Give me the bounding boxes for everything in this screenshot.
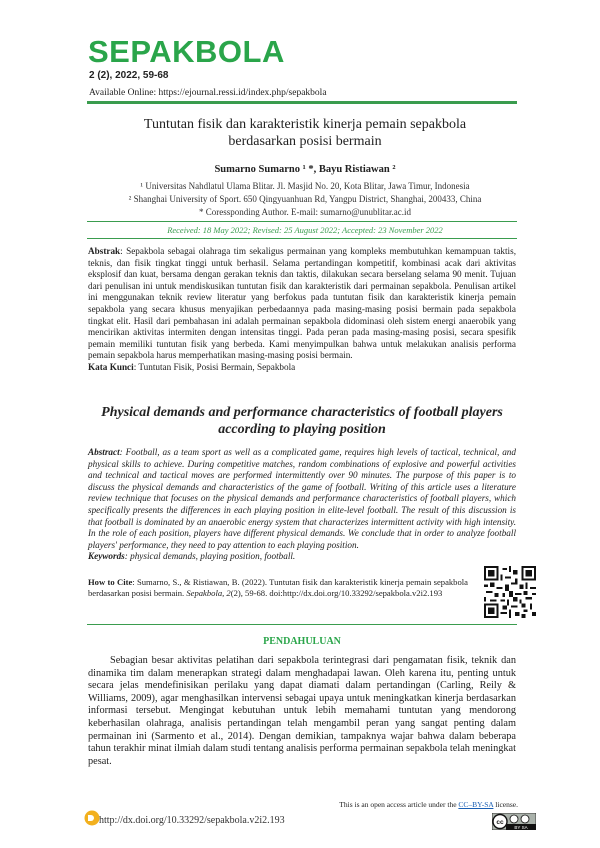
english-abstract: [88, 447, 516, 563]
journal-issue: 2 (2), 2022, 59-68: [89, 70, 169, 81]
corresponding-author: * Coressponding Author. E-mail: sumarno@unublitar.ac.id: [198, 207, 411, 217]
english-title-line-1: Physical demands and performance characteristics of football players: [101, 405, 503, 420]
title-line-2: berdasarkan posisi bermain: [228, 134, 382, 149]
cite-text: : Sumarno, S., & Ristiawan, B. (2022). Tuntutan fisik dan karakteristik kinerja pemain sepakbola berdasarkan posisi bermain.: [88, 577, 468, 598]
title-line-1: Tuntutan fisik dan karakteristik kinerja pemain sepakbola: [143, 117, 467, 132]
affiliation-1: ¹ Universitas Nahdlatul Ulama Blitar. Jl. Masjid No. 20, Kota Blitar, Jawa Timur, Indonesia: [140, 181, 470, 191]
affiliation-2: ² Shanghai University of Sport. 650 Qingyuanhuan Rd, Yangpu District, Shanghai, 200433, China: [128, 194, 482, 204]
doi-icon: [84, 810, 100, 826]
divider: [87, 238, 517, 239]
received-dates: Received: 18 May 2022; Revised: 25 August 2022; Accepted: 23 November 2022: [167, 225, 443, 235]
how-to-cite: [88, 577, 468, 599]
header-rule: [87, 101, 517, 104]
divider: [87, 624, 517, 625]
abstrak: [88, 246, 516, 374]
open-access-notice: [330, 800, 518, 809]
journal-logo: SEPAKBOLA: [88, 34, 285, 69]
kata-kunci-text: : Tuntutan Fisik, Posisi Bermain, Sepakbola: [133, 361, 296, 372]
license-link[interactable]: CC–BY-SA: [458, 800, 494, 809]
section-heading: PENDAHULUAN: [263, 636, 341, 647]
english-title: [88, 404, 516, 438]
intro-paragraph: Sebagian besar aktivitas pelatihan dari sepakbola terintegrasi dari pengamatan fisik, teknik dan dinamika tim dalam menerapkan strategi dalam menghadapai lawan. Oleh karena itu, penting untuk secara jelas mendefinisikan perilaku yang dapat diamati dalam pertandingan (Carling, Reily & Williams, 2009), agar menghasilkan intervensi sebagai upaya untuk meningkatkan kinerja berdasarkan informasi tersebut. Mengingat kebutuhan untuk lebih memahami tuntutan yang mendorong keberhasilan olahraga, analisis pertandingan telah mengambil peran yang sangat penting dalam permainan ini (Sarmento et al., 2014). Dengan demikian, tampaknya wajar bahwa dalam beberapa tahun terakhir minat ilmiah dalam studi tentang analisis performa permainan sepakbola telah meningkat pesat.: [88, 655, 516, 767]
cite-rest[interactable]: (2), 59-68. doi:http://dx.doi.org/10.33292/sepakbola.v2i2.193: [230, 587, 443, 598]
divider: [87, 221, 517, 222]
abstrak-label: Abstrak: [88, 246, 121, 256]
abstract-label: Abstract: [88, 447, 120, 457]
keywords-label: Keywords: [88, 551, 125, 562]
cite-label: How to Cite: [88, 577, 133, 587]
cite-journal: Sepakbola, 2: [186, 587, 231, 598]
keywords-text: : physical demands, playing position, football.: [124, 551, 296, 562]
qr-code-icon[interactable]: [484, 566, 536, 618]
authors: Sumarno Sumarno ¹ *, Bayu Ristiawan ²: [214, 164, 396, 175]
cc-label: BY SA: [514, 825, 528, 830]
oa-suffix: license.: [493, 800, 518, 809]
abstract-text: : Football, as a team sport as well as a complicated game, requires high levels of tactical, technical, and physical skills to achieve. During competitive matches, random combinations of explosive and powerful activities and technical and tactical moves are performed intermittently over 90 minutes. The purpose of this paper is to discuss the physical demands and characteristics of the game of football. Writing of this article uses a literature review technique that focuses on the physical demands and performance characteristics of football players, which specifically presents the differences in each playing position in elite-level football. The result of this discussion is that football is dominated by an anaerobic energy system that characterizes intermittent activity with high intensity. In the role of each position, players have different physical demands. We conclude that in order to analyze football players' performance, they need to pay attention to each playing position.: [88, 447, 516, 550]
cc-license-icon[interactable]: [492, 813, 536, 830]
svg-text:cc: cc: [496, 819, 504, 826]
english-title-line-2: according to playing position: [218, 422, 386, 437]
kata-kunci-label: Kata Kunci: [88, 361, 134, 372]
oa-prefix: This is an open access article under the: [339, 800, 459, 809]
doi-link[interactable]: http://dx.doi.org/10.33292/sepakbola.v2i2.193: [99, 815, 285, 826]
abstrak-text: : Sepakbola sebagai olahraga tim sekaligus permainan yang kompleks membutuhkan kemampuan taktis, teknis, dan fisik tingkat tinggi untuk berhasil. Selama pertandingan kompetitif, kombinasi acak dari aktivitas eksplosif dan kuat, bersama dengan gerakan teknis dan taktis, dilakukan secara berselang selama 90 menit. Tujuan dari penulisan ini untuk mendiskusikan tuntutan fisik dan karakteristik dari permainan sepakbola. Penulisan artikel ini menggunakan teknik review literatur yang berfokus pada tuntutan fisik dan karakteristik kinerja pemain sepakbola yang secara khusus menyajikan perbedaannya pada masing-masing posisi bermain pada sepakbola tingkat elit. Hasil dari pembahasan ini adalah permainan sepakbola didominasi oleh sistem energi anaerobik yang mencirikan aktivitas intermiten dengan intensitas tinggi. Pada peran pada masing-masing posisi, secara spesifik pemain memiliki tuntutan fisik yang berbeda. Kami menyimpulkan bahwa untuk melakukan analisis performa pemain sepakbola harus memperhatikan masing-masing posisi bermain.: [88, 246, 516, 361]
article-title: [95, 116, 515, 150]
available-online[interactable]: Available Online: https://ejournal.ressi.id/index.php/sepakbola: [89, 88, 327, 98]
